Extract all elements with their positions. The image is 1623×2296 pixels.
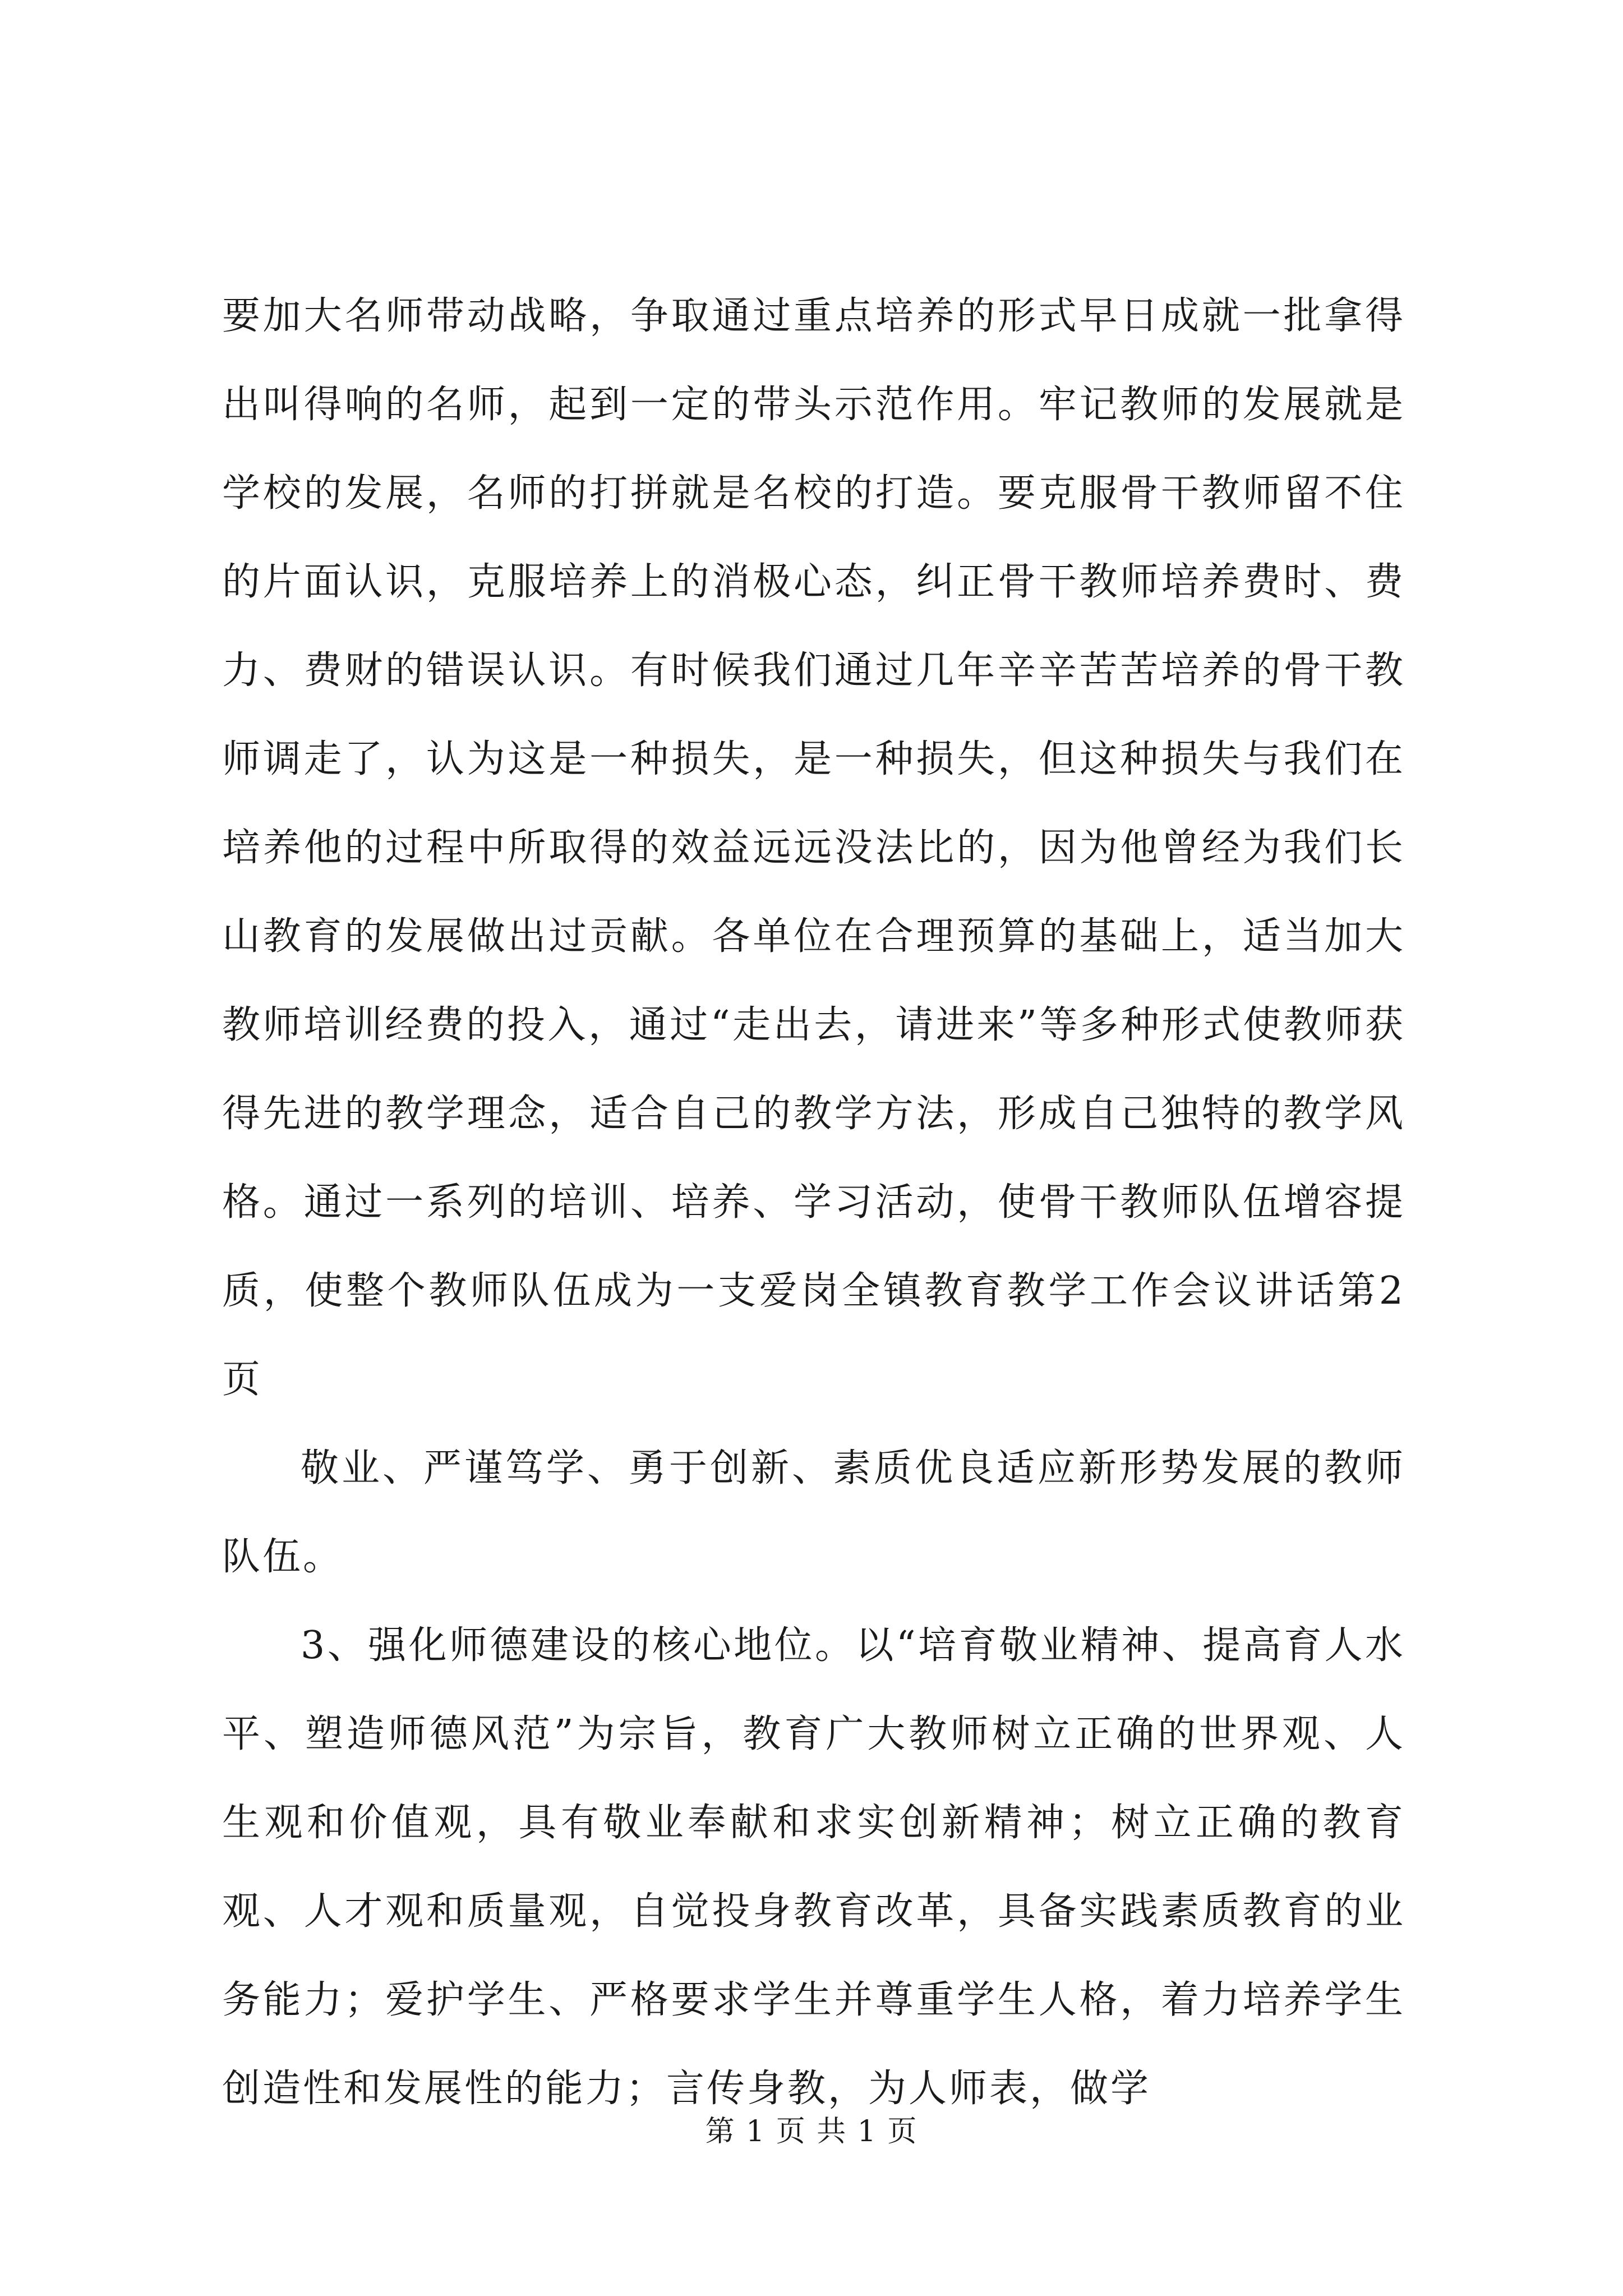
- page-footer: 第 1 页 共 1 页: [705, 2115, 918, 2148]
- document-body: [222, 272, 1405, 2133]
- paragraph-continuation: 要加大名师带动战略，争取通过重点培养的形式早日成就一批拿得出叫得响的名师，起到一定的带头示范作用。牢记教师的发展就是学校的发展，名师的打拼就是名校的打造。要克服骨干教师留不住的片面认识，克服培养上的消极心态，纠正骨干教师培养费时、费力、费财的错误认识。有时候我们通过几年辛辛苦苦培养的骨干教师调走了，认为这是一种损失，是一种损失，但这种损失与我们在培养他的过程中所取得的效益远远没法比的，因为他曾经为我们长山教育的发展做出过贡献。各单位在合理预算的基础上，适当加大教师培训经费的投入，通过“走出去，请进来”等多种形式使教师获得先进的教学理念，适合自己的教学方法，形成自己独特的教学风格。通过一系列的培训、培养、学习活动，使骨干教师队伍增容提质，使整个教师队伍成为一支爱岗全镇教育教学工作会议讲话第2页: [222, 294, 1405, 1402]
- paragraph-ethics: 3、强化师德建设的核心地位。以“培育敬业精神、提高育人水平、塑造师德风范”为宗旨，教育广大教师树立正确的世界观、人生观和价值观，具有敬业奉献和求实创新精神；树立正确的教育观、人才观和质量观，自觉投身教育改革，具备实践素质教育的业务能力；爱护学生、严格要求学生并尊重学生人格，着力培养学生创造性和发展性的能力；言传身教，为人师表，做学: [222, 1623, 1405, 2111]
- paragraph-teacher-team: 敬业、严谨笃学、勇于创新、素质优良适应新形势发展的教师队伍。: [222, 1446, 1405, 1579]
